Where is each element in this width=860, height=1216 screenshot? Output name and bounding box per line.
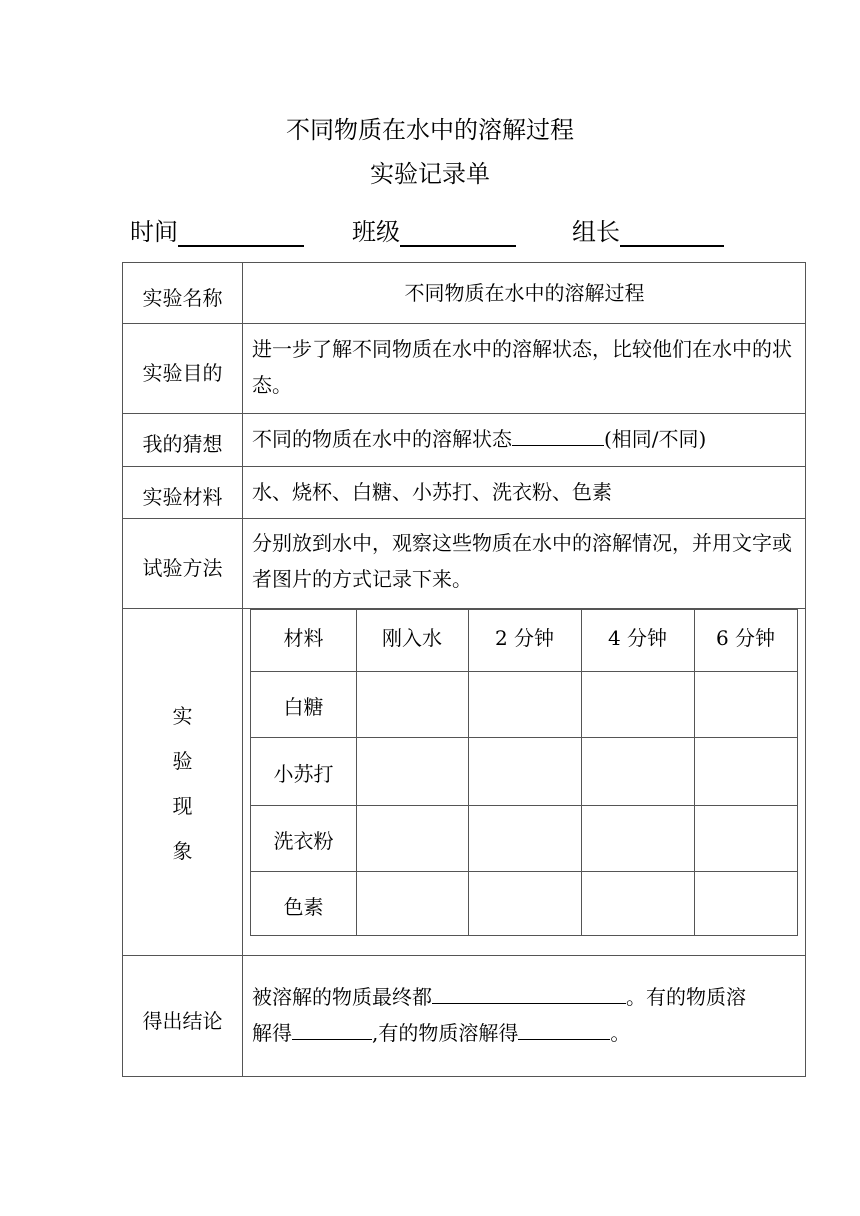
conclusion-text: 解得 [252,1021,292,1045]
obs-col-divider [694,610,695,935]
document-title: 不同物质在水中的溶解过程 [286,116,574,144]
obs-header-cell: 4 分钟 [607,626,668,650]
experiment-name-value: 不同物质在水中的溶解过程 [404,281,645,305]
conclusion-value [252,979,800,1051]
class-field [352,212,516,247]
time-field [130,212,304,247]
method-value: 分别放到水中，观察这些物质在水中的溶解情况，并用文字或者图片的方式记录下来。 [252,531,792,591]
record-table [122,262,806,1077]
conclusion-blank[interactable] [292,1019,372,1040]
leader-label: 组长 [572,218,620,246]
leader-field [572,212,724,247]
row-label-materials: 实验材料 [142,485,223,509]
conclusion-blank[interactable] [518,1019,610,1040]
class-label: 班级 [352,218,400,246]
conclusion-text: 。有的物质溶 [626,985,746,1009]
time-label: 时间 [130,218,178,246]
row-divider [123,413,805,414]
purpose-value: 进一步了解不同物质在水中的溶解状态，比较他们在水中的状态。 [252,337,792,397]
row-label-phenomenon [123,694,242,874]
obs-row-divider [251,871,797,872]
materials-value: 水、烧杯、白糖、小苏打、洗衣粉、色素 [252,480,612,504]
obs-material-cell: 白糖 [283,695,324,719]
guess-text: 不同的物质在水中的溶解状态 [252,427,512,451]
obs-row-divider [251,805,797,806]
conclusion-blank[interactable] [432,983,626,1004]
conclusion-line [252,979,800,1015]
time-blank[interactable] [178,219,304,247]
row-divider [123,466,805,467]
obs-col-divider [356,610,357,935]
obs-material-cell: 小苏打 [273,762,334,786]
obs-row-divider [251,671,797,672]
conclusion-text: 。 [610,1021,631,1045]
document-subtitle: 实验记录单 [370,160,490,188]
row-divider [123,518,805,519]
row-divider [123,955,805,956]
class-blank[interactable] [400,219,516,247]
phenomenon-char: 现 [172,794,193,818]
conclusion-text: ,有的物质溶解得 [372,1021,519,1045]
obs-col-divider [581,610,582,935]
row-label-guess: 我的猜想 [142,432,223,456]
obs-material-cell: 洗衣粉 [273,829,334,853]
obs-header-cell: 6 分钟 [715,626,776,650]
guess-blank[interactable] [512,425,604,446]
obs-header-cell: 材料 [283,626,324,650]
obs-material-cell: 色素 [283,895,324,919]
obs-col-divider [468,610,469,935]
observation-table [250,609,798,936]
obs-header-cell: 刚入水 [382,626,442,650]
conclusion-text: 被溶解的物质最终都 [252,985,432,1009]
phenomenon-char: 实 [172,704,193,728]
leader-blank[interactable] [620,219,724,247]
guess-options: (相同/不同) [604,427,707,451]
row-label-name: 实验名称 [142,286,223,310]
phenomenon-char: 象 [172,839,193,863]
obs-row-divider [251,737,797,738]
conclusion-line [252,1015,800,1051]
phenomenon-char: 验 [172,749,193,773]
guess-value [252,421,800,457]
obs-header-cell: 2 分钟 [494,626,555,650]
row-label-method: 试验方法 [142,556,223,580]
row-label-conclusion: 得出结论 [142,1009,223,1033]
row-label-purpose: 实验目的 [142,361,223,385]
row-divider [123,323,805,324]
